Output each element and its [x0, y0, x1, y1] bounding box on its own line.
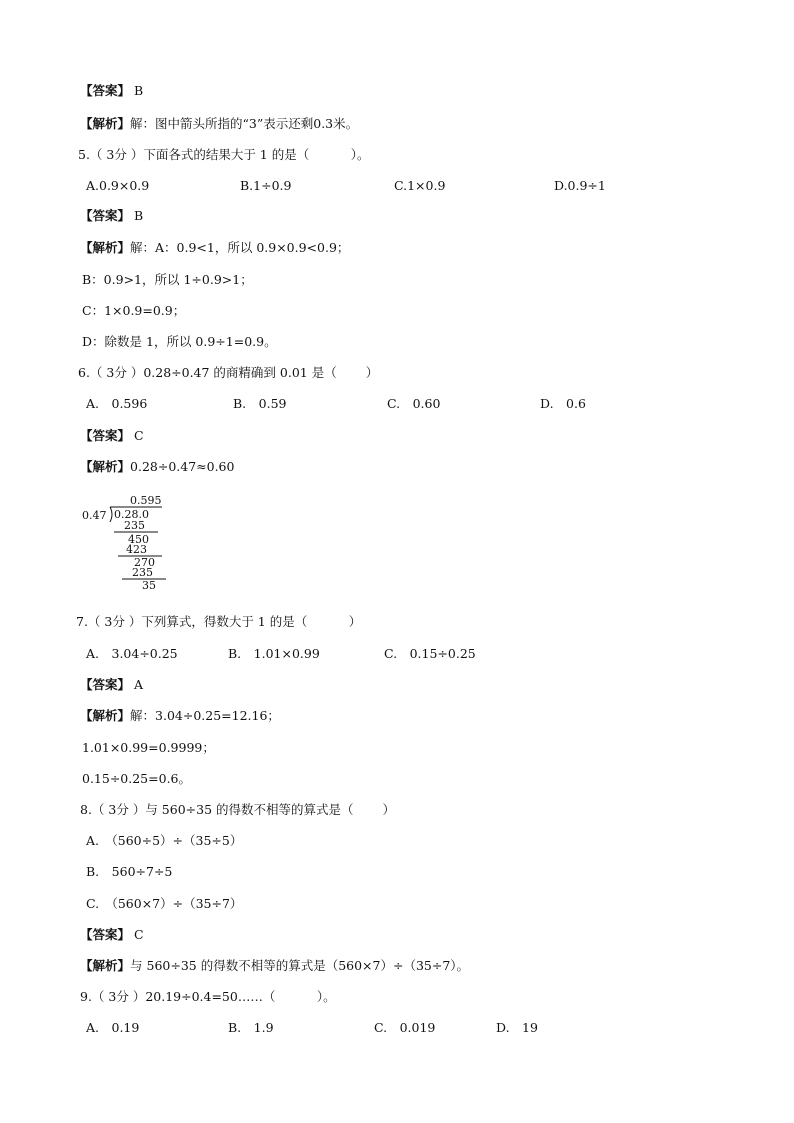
q8-analysis-line	[80, 958, 469, 974]
q5-option-a: A.0.9×0.9	[86, 178, 150, 193]
q7-analysis-line-1	[80, 708, 280, 724]
q6-answer-line	[80, 428, 144, 444]
q8-stem: 8.（ 3分 ）与 560÷35 的得数不相等的算式是（ ）	[80, 802, 395, 817]
q9-option-d: D. 19	[496, 1020, 538, 1035]
analysis-tag: 【解析】	[80, 708, 131, 723]
q7-option-a: A. 3.04÷0.25	[86, 646, 178, 661]
dividend: 0.28.0	[114, 508, 149, 521]
q8-option-b: B. 560÷7÷5	[86, 864, 173, 879]
q5-option-d: D.0.9÷1	[554, 178, 606, 193]
step-4: 270	[134, 556, 155, 569]
quotient: 0.595	[130, 494, 162, 507]
analysis-text: 解：A：0.9<1，所以 0.9×0.9<0.9；	[130, 240, 350, 255]
q5-stem: 5.（ 3分 ）下面各式的结果大于 1 的是（ ）。	[78, 147, 370, 162]
q8-answer-line	[80, 927, 144, 943]
analysis-tag: 【解析】	[80, 958, 131, 973]
step-1: 235	[124, 519, 145, 532]
step-5: 235	[132, 566, 153, 579]
division-bracket	[110, 507, 112, 522]
answer-tag: 【答案】	[80, 677, 131, 692]
q7-option-b: B. 1.01×0.99	[228, 646, 320, 661]
analysis-text: 0.28÷0.47≈0.60	[130, 459, 235, 474]
analysis-text: 解：3.04÷0.25=12.16；	[130, 708, 280, 723]
answer-value: C	[134, 927, 144, 942]
analysis-text: 与 560÷35 的得数不相等的算式是（560×7）÷（35÷7）。	[130, 958, 470, 973]
q8-option-a: A. （560÷5）÷（35÷5）	[86, 833, 243, 848]
q5-analysis-line-2: B：0.9>1，所以 1÷0.9>1；	[82, 272, 253, 287]
q4-analysis-line	[80, 116, 358, 132]
q9-option-a: A. 0.19	[86, 1020, 140, 1035]
q6-analysis-line	[80, 459, 234, 475]
analysis-tag: 【解析】	[80, 459, 131, 474]
q4-answer-line	[80, 83, 143, 99]
step-6: 35	[142, 579, 156, 592]
q9-option-b: B. 1.9	[228, 1020, 274, 1035]
answer-value: B	[134, 208, 144, 223]
q5-analysis-line-1	[80, 240, 349, 256]
q7-answer-line	[80, 677, 143, 693]
q9-stem: 9.（ 3分 ）20.19÷0.4=50……（ ）。	[80, 989, 336, 1004]
q5-analysis-line-3: C：1×0.9=0.9；	[82, 303, 186, 318]
answer-tag: 【答案】	[80, 428, 131, 443]
answer-tag: 【答案】	[80, 927, 131, 942]
q6-option-a: A. 0.596	[86, 396, 148, 411]
answer-value: A	[134, 677, 144, 692]
answer-tag: 【答案】	[80, 83, 131, 98]
q7-analysis-line-3: 0.15÷0.25=0.6。	[82, 771, 191, 786]
answer-value: C	[134, 428, 144, 443]
answer-tag: 【答案】	[80, 208, 131, 223]
q5-answer-line	[80, 208, 143, 224]
divisor: 0.47	[82, 509, 107, 522]
q5-analysis-line-4: D：除数是 1，所以 0.9÷1=0.9。	[82, 334, 277, 349]
analysis-tag: 【解析】	[80, 240, 131, 255]
analysis-text: 解：图中箭头所指的“3”表示还剩0.3米。	[130, 116, 359, 131]
q6-stem: 6.（ 3分 ）0.28÷0.47 的商精确到 0.01 是（ ）	[78, 365, 379, 380]
q6-option-d: D. 0.6	[540, 396, 586, 411]
analysis-tag: 【解析】	[80, 116, 131, 131]
step-2: 450	[128, 533, 149, 546]
q7-analysis-line-2: 1.01×0.99=0.9999；	[82, 740, 215, 755]
q8-option-c: C. （560×7）÷（35÷7）	[86, 896, 243, 911]
answer-value: B	[134, 83, 144, 98]
long-division-figure	[78, 492, 178, 592]
q5-option-c: C.1×0.9	[394, 178, 446, 193]
q7-stem: 7.（ 3分 ）下列算式，得数大于 1 的是（ ）	[76, 614, 362, 629]
q6-option-c: C. 0.60	[387, 396, 441, 411]
step-3: 423	[126, 543, 147, 556]
q7-option-c: C. 0.15÷0.25	[384, 646, 476, 661]
q5-option-b: B.1÷0.9	[240, 178, 292, 193]
q6-option-b: B. 0.59	[233, 396, 287, 411]
q9-option-c: C. 0.019	[374, 1020, 436, 1035]
